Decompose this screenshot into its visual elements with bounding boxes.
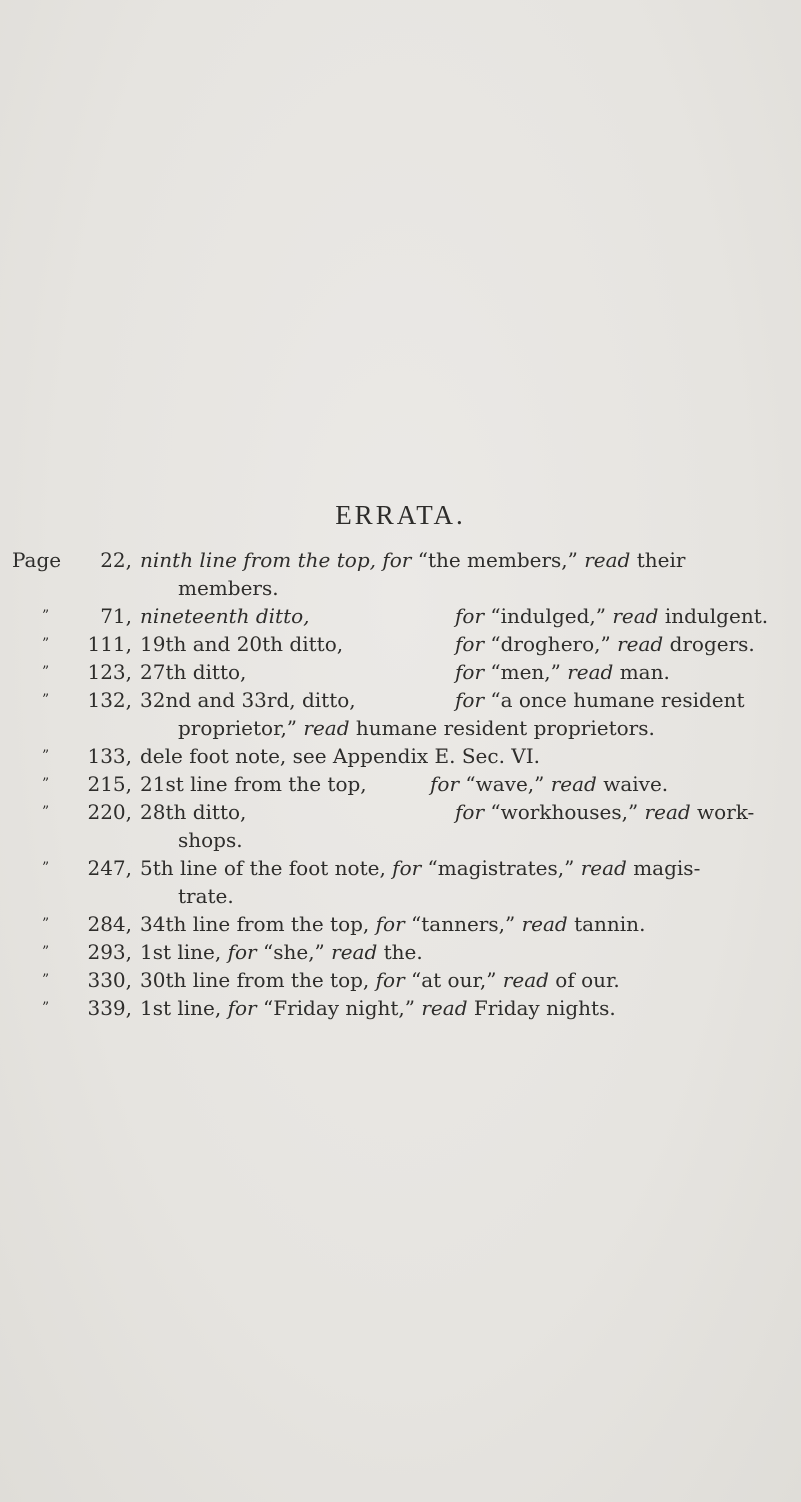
for-text-continuation: proprietor,” [178, 716, 298, 740]
for-word: for [455, 604, 485, 628]
page-number: 247, [87, 856, 132, 880]
for-text: “workhouses,” [490, 800, 639, 824]
for-text: “tanners,” [411, 912, 516, 936]
ditto-mark: ” [42, 748, 50, 764]
ditto-mark: ” [42, 608, 50, 624]
errata-entry [0, 742, 801, 770]
continuation: shops. [178, 828, 243, 852]
for-text: “she,” [262, 940, 325, 964]
page-number: 284, [87, 912, 132, 936]
read-word: read [580, 856, 627, 880]
for-text: “Friday night,” [262, 996, 416, 1020]
location: 5th line of the foot note, [140, 856, 386, 880]
location: 1st line, [140, 996, 222, 1020]
location: 21st line from the top, [140, 772, 367, 796]
for-text: “a once humane resident [490, 688, 745, 712]
read-word: read [303, 716, 350, 740]
errata-entry [0, 994, 801, 1022]
ditto-mark: ” [42, 972, 50, 988]
read-word: read [617, 632, 664, 656]
page-number: 71, [100, 604, 132, 628]
for-word: for [455, 688, 485, 712]
for-text: “wave,” [465, 772, 545, 796]
read-text: of our. [555, 968, 620, 992]
for-text: “droghero,” [490, 632, 611, 656]
for-text: “the members,” [417, 548, 578, 572]
errata-list [0, 546, 801, 1022]
read-text: waive. [603, 772, 669, 796]
read-word: read [612, 604, 659, 628]
location: 27th ditto, [140, 660, 247, 684]
for-word: for [375, 912, 405, 936]
read-text: indulgent. [664, 604, 769, 628]
location: 1st line, [140, 940, 222, 964]
read-text: tannin. [574, 912, 646, 936]
errata-entry [0, 938, 801, 966]
page-number: 22, [100, 548, 132, 572]
page-number: 339, [87, 996, 132, 1020]
for-word: for [455, 800, 485, 824]
errata-entry [0, 910, 801, 938]
page-word: Page [12, 548, 62, 572]
errata-entry [0, 658, 801, 686]
read-word: read [421, 996, 468, 1020]
for-word: for [382, 548, 412, 572]
for-word: for [455, 660, 485, 684]
for-word: for [430, 772, 460, 796]
read-text: Friday nights. [473, 996, 616, 1020]
for-text: “magistrates,” [427, 856, 575, 880]
ditto-mark: ” [42, 860, 50, 876]
read-word: read [331, 940, 378, 964]
ditto-mark: ” [42, 692, 50, 708]
for-text: “indulged,” [490, 604, 606, 628]
location: 34th line from the top, [140, 912, 370, 936]
for-text: “men,” [490, 660, 561, 684]
errata-entry [0, 798, 801, 854]
errata-entry [0, 602, 801, 630]
ditto-mark: ” [42, 636, 50, 652]
read-word: read [521, 912, 568, 936]
read-word: read [502, 968, 549, 992]
read-text: the. [383, 940, 423, 964]
location: 32nd and 33rd, ditto, [140, 688, 356, 712]
location: 30th line from the top, [140, 968, 370, 992]
for-word: for [227, 940, 257, 964]
errata-entry [0, 854, 801, 910]
ditto-mark: ” [42, 1000, 50, 1016]
read-text: man. [619, 660, 670, 684]
location: nineteenth ditto, [140, 604, 310, 628]
ditto-mark: ” [42, 804, 50, 820]
for-word: for [392, 856, 422, 880]
page-number: 123, [87, 660, 132, 684]
continuation: trate. [178, 884, 234, 908]
read-text: magis- [633, 856, 701, 880]
read-word: read [644, 800, 691, 824]
read-word: read [567, 660, 614, 684]
page-title: ERRATA. [335, 500, 466, 530]
errata-entry [0, 966, 801, 994]
read-word: read [584, 548, 631, 572]
location: ninth line from the top, [140, 548, 376, 572]
location: 19th and 20th ditto, [140, 632, 344, 656]
ditto-mark: ” [42, 664, 50, 680]
read-word: read [550, 772, 597, 796]
ditto-mark: ” [42, 776, 50, 792]
read-text: work- [697, 800, 755, 824]
errata-entry [0, 546, 801, 602]
page-number: 111, [87, 632, 132, 656]
read-text: drogers. [669, 632, 755, 656]
page-number: 293, [87, 940, 132, 964]
errata-entry [0, 686, 801, 742]
ditto-mark: ” [42, 916, 50, 932]
read-text: humane resident proprietors. [355, 716, 655, 740]
for-word: for [375, 968, 405, 992]
errata-entry [0, 770, 801, 798]
read-text: their [636, 548, 686, 572]
for-word: for [227, 996, 257, 1020]
for-word: for [455, 632, 485, 656]
ditto-mark: ” [42, 944, 50, 960]
page-number: 132, [87, 688, 132, 712]
for-text: “at our,” [411, 968, 497, 992]
page-number: 220, [87, 800, 132, 824]
page-number: 330, [87, 968, 132, 992]
location: 28th ditto, [140, 800, 247, 824]
continuation: members. [178, 576, 279, 600]
page-number: 215, [87, 772, 132, 796]
entry-text: dele foot note, see Appendix E. Sec. VI. [140, 744, 540, 768]
errata-entry [0, 630, 801, 658]
page-number: 133, [87, 744, 132, 768]
